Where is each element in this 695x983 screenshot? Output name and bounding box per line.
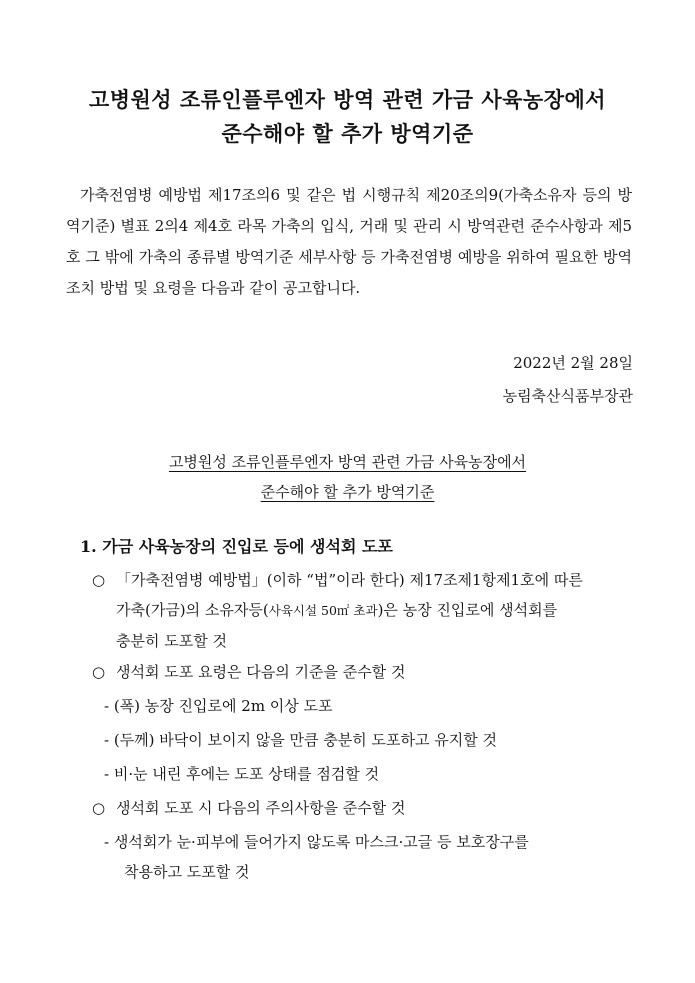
circle-bullet-icon: ○ (92, 571, 106, 589)
circle-bullet-icon: ○ (92, 663, 106, 681)
document-title-line2: 준수해야 할 추가 방역기준 (221, 121, 474, 146)
bullet-item-3: ○ 생석회 도포 시 다음의 주의사항을 준수할 것 (92, 793, 637, 823)
bullet-item-2: ○ 생석회 도포 요령은 다음의 기준을 준수할 것 (92, 657, 637, 687)
dash-item-check: - 비·눈 내린 후에는 도포 상태를 점검할 것 (104, 765, 380, 783)
intro-paragraph: 가축전염병 예방법 제17조의6 및 같은 법 시행규칙 제20조의9(가축소유자 등의 방역기준) 별표 2의4 제4호 라목 가축의 입식, 거래 및 관리 시 방역관련 준수사항과 제5호 그 밖에 가축의 종류별 방역기준 세부사항 등 가축전염병 예방을 위하여 필요한 방역조치 방법 및 요령을 다음과 같이 공고합니다. (66, 186, 632, 297)
dash-item-protective-gear: - 생석회가 눈·피부에 들어가지 않도록 마스크·고글 등 보호장구를 착용하고 도포할 것 (104, 833, 529, 881)
section-heading: 1. 가금 사육농장의 진입로 등에 생석회 도포 (80, 537, 393, 556)
issuing-organization: 농림축산식품부장관 (502, 387, 633, 405)
bullet-item-1: ○ 「가축전염병 예방법」(이하 “법”이라 한다) 제17조제1항제1호에 따른 가축(가금)의 소유자등(사육시설 50㎡ 초과)은 농장 진입로에 생석회를 충분히 도포할 것 (92, 565, 637, 656)
subtitle-line2: 준수해야 할 추가 방역기준 (260, 483, 435, 501)
document-title-line1: 고병원성 조류인플루엔자 방역 관련 가금 사육농장에서 (88, 87, 607, 112)
announcement-date: 2022년 2월 28일 (513, 354, 633, 372)
dash-item-thickness: - (두께) 바닥이 보이지 않을 만큼 충분히 도포하고 유지할 것 (104, 731, 497, 749)
subtitle-line1: 고병원성 조류인플루엔자 방역 관련 가금 사육농장에서 (168, 453, 527, 471)
circle-bullet-icon: ○ (92, 799, 106, 817)
dash-item-width: - (폭) 농장 진입로에 2m 이상 도포 (104, 697, 333, 715)
